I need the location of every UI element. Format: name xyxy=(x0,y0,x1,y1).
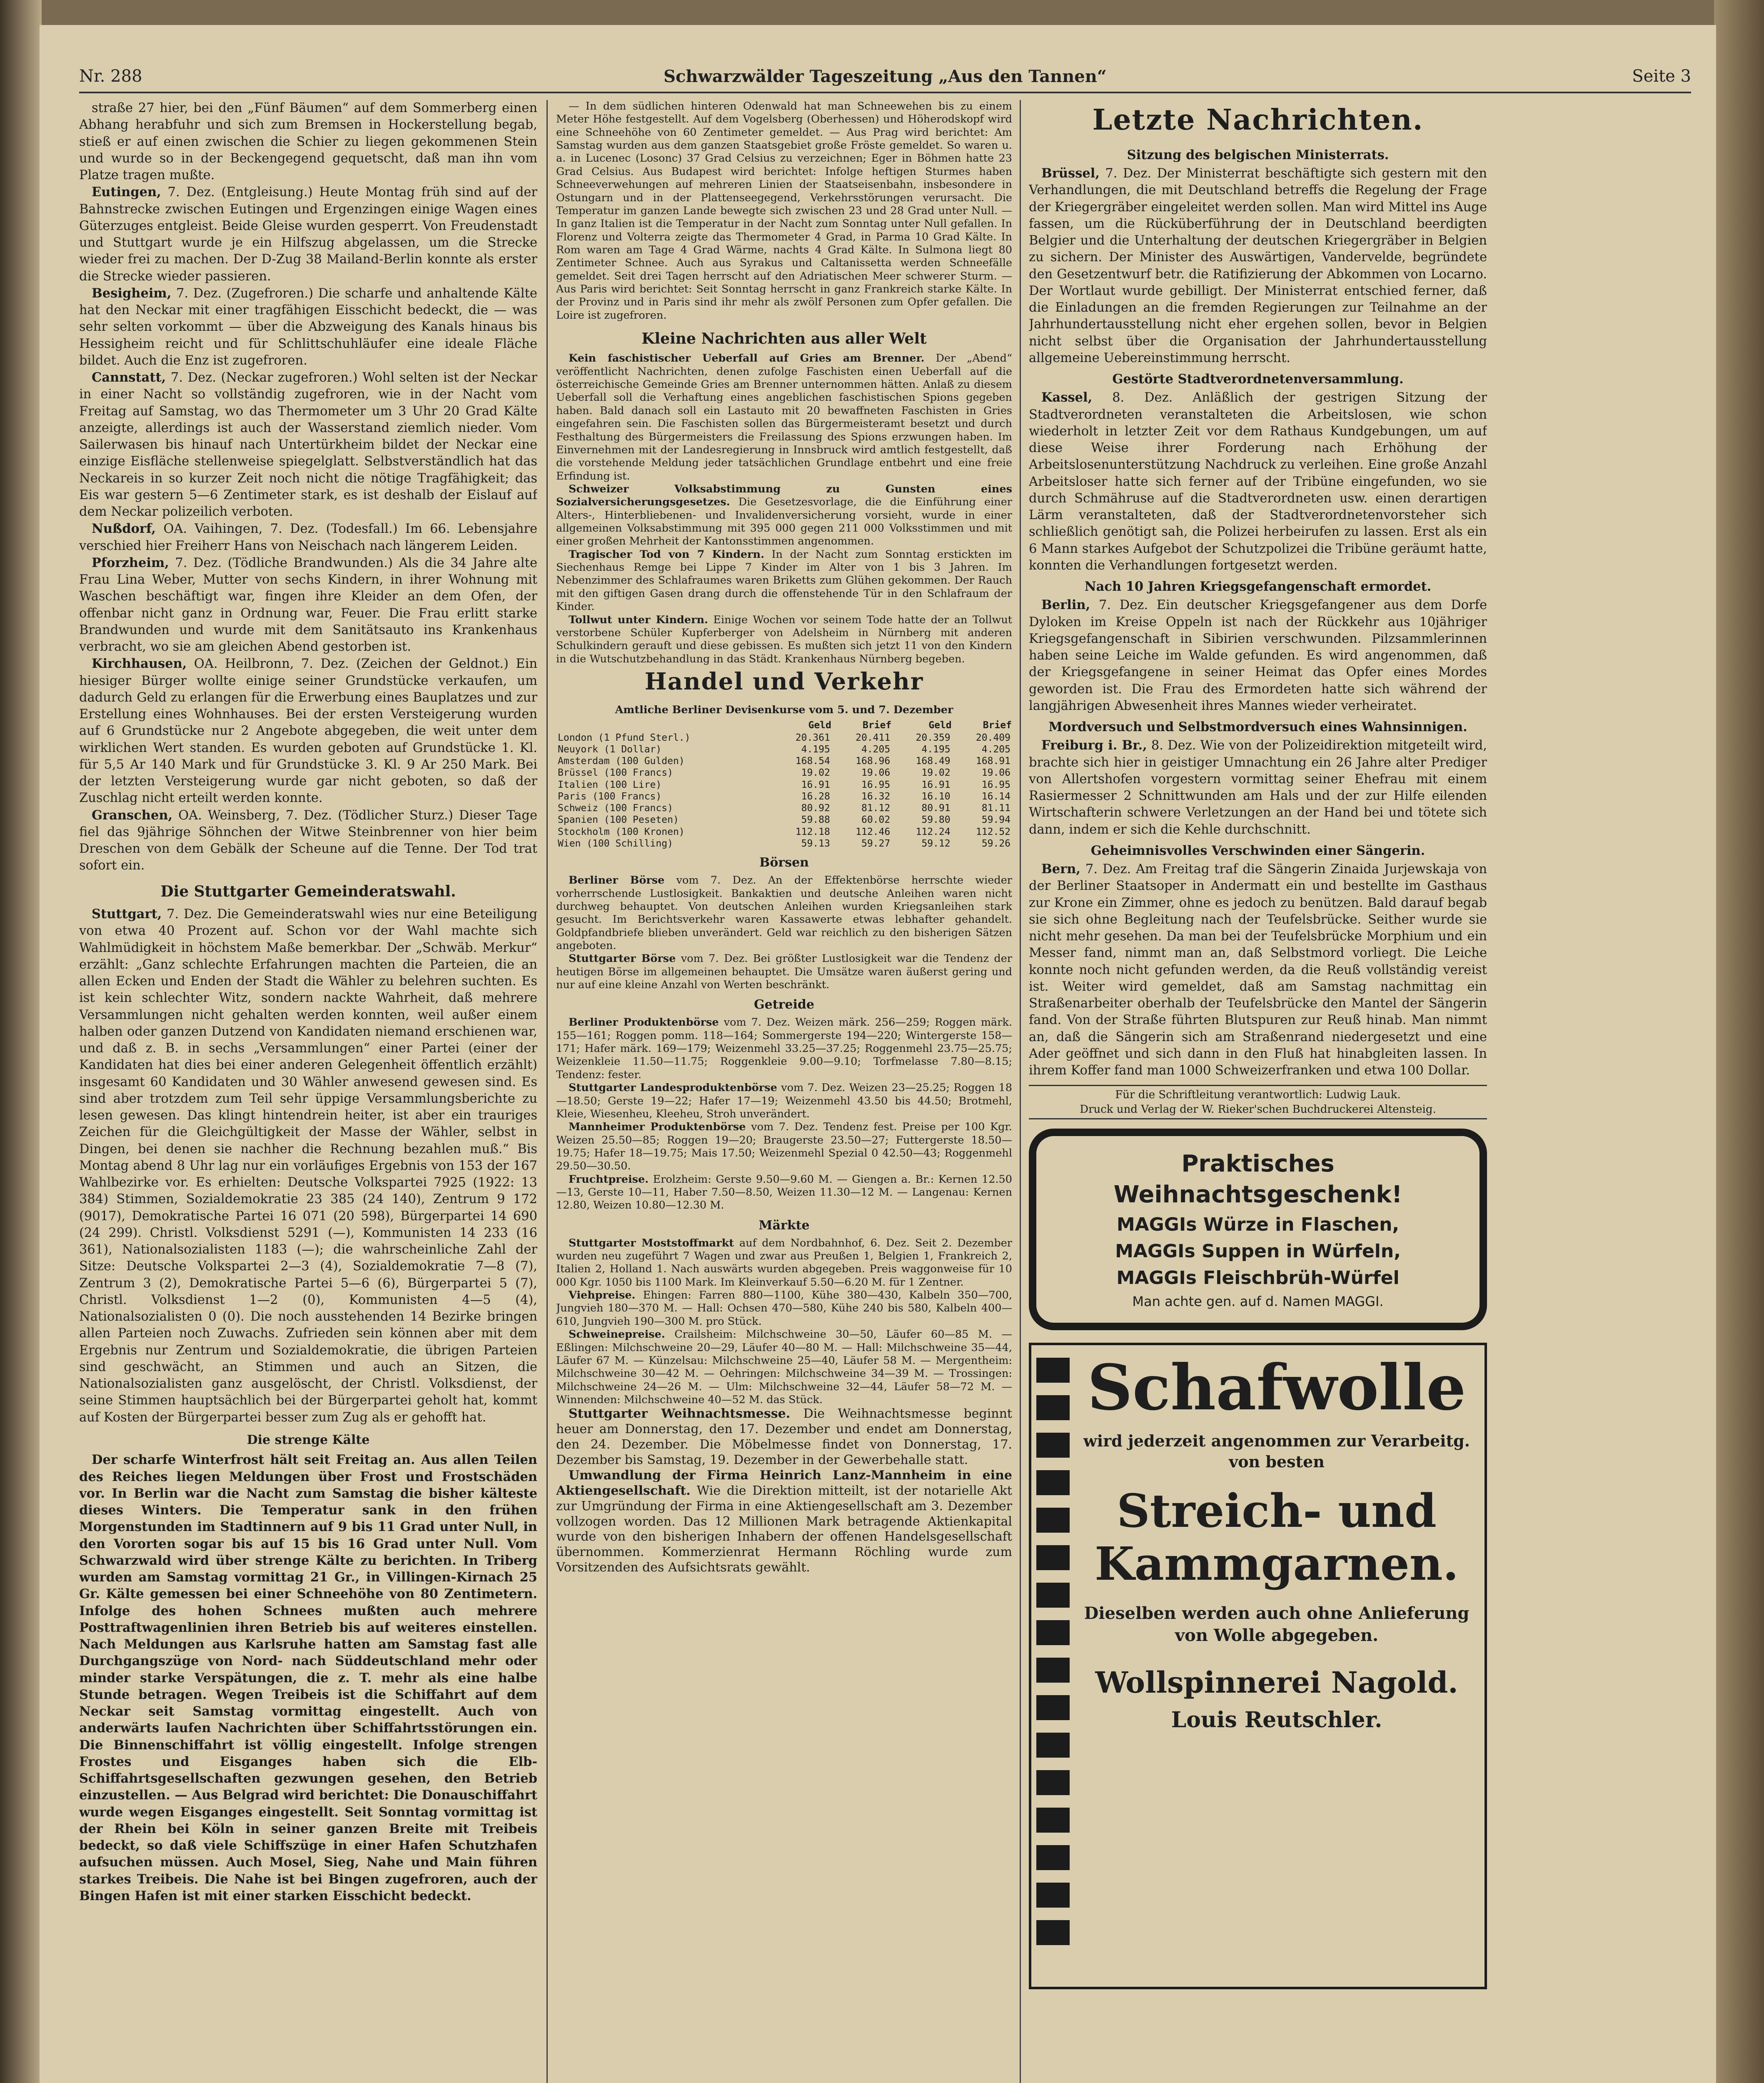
column-header: Geld xyxy=(928,720,952,731)
article-text: 8. Dez. Wie von der Polizeidirektion mitgeteilt wird, brachte sich hier in geistiger Umnachtung ein 26 Jahre alter Prediger von Allertshofen vorgestern vormittag seiner Ehefrau mit einem Rasiermesser 2 Schnittwunden am Hals und der zur Hilfe eilenden Wirtschafterin schwere Verletzungen an der Hand bei und tötete sich dann, indem er sich die Kehle durchschnitt. xyxy=(1029,738,1487,837)
headline: Berliner Börse xyxy=(569,874,665,887)
table-cell: 59.27 xyxy=(861,838,891,849)
table-cell: Italien (100 Lire) xyxy=(558,779,662,790)
column-rule xyxy=(1020,100,1021,2083)
table-cell: Stockholm (100 Kronen) xyxy=(558,826,685,837)
dateline: Brüssel, xyxy=(1041,166,1100,181)
table-cell: Wien (100 Schilling) xyxy=(558,838,673,849)
article-text: vom 7. Dez. Bei größter Lustlosigkeit war die Tendenz der heutigen Börse im allgemeinen behauptet. Die Umsätze waren äußerst gering und nur auf eine kleine Anzahl von Werten beschränkt. xyxy=(556,952,1012,992)
column-header: Geld xyxy=(808,720,831,731)
table-cell: London (1 Pfund Sterl.) xyxy=(558,732,691,743)
article xyxy=(556,874,1012,952)
article xyxy=(79,554,537,656)
ad-company: Wollspinnerei Nagold. xyxy=(1095,1665,1458,1700)
column-header: Brief xyxy=(862,720,892,731)
article-text: OA. Vaihingen, 7. Dez. (Todesfall.) Im 66. Lebensjahre verschied hier Freiherr Hans von Neischach nach längerem Leiden. xyxy=(79,522,537,553)
article xyxy=(556,1173,1012,1212)
headline: Nach 10 Jahren Kriegsgefangenschaft ermordet. xyxy=(1084,579,1432,594)
article-text: vom 7. Dez. Weizen märk. 256—259; Roggen märk. 155—161; Roggen pomm. 118—164; Sommergerste 194—220; Wintergerste 158—171; Hafer märk. 169—179; Weizenmehl 33.25—37.25; Roggenmehl 23.75—25.75; Weizenkleie 11.50—11.75; Roggenkleie 9.00—9.10; Torfmelasse 7.80—8.15; Tendenz: fester. xyxy=(556,1016,1012,1081)
article xyxy=(556,1016,1012,1081)
article-text: Einige Wochen vor seinem Tode hatte der an Tollwut verstorbene Schüler Kupferberger von Adelsheim in Nürnberg mit anderen Schulkindern gerauft und diese gebissen. Es mußten sich jetzt 11 von den Kindern in die Wutschutzbehandlung in das Städt. Krankenhaus Nürnberg begeben. xyxy=(556,613,1012,665)
headline: Viehpreise. xyxy=(569,1289,636,1302)
table-cell: 168.96 xyxy=(856,756,891,767)
headline: Umwandlung der Firma Heinrich Lanz-Mannheim in eine Aktiengesellschaft. xyxy=(556,1468,1012,1498)
article-text: — In dem südlichen hinteren Odenwald hat man Schneewehen bis zu einem Meter Höhe festgestellt. Auf dem Vogelsberg (Oberhessen) und Höherodskopf wird eine Schneehöhe von 60 Zentimeter gemeldet. — Aus Prag wird berichtet: Am Samstag wurden aus dem ganzen Staatsgebiet große Fröste gemeldet. So waren u. a. in Lucenec (Losonc) 37 Grad Celsius zu verzeichnen; Eger in Böhmen hatte 23 Grad Celsius. Aus Budapest wird berichtet: Infolge heftigen Sturmes haben Schneeverwehungen auf mehreren Linien der Staatseisenbahn, insbesondere in Ostungarn und in der Plattenseegegend, Verkehrsstörungen verursacht. Die Temperatur im ganzen Lande bewegte sich zwischen 23 und 28 Grad unter Null. — In ganz Italien ist die Temperatur in der Nacht zum Sonntag unter Null gefallen. In Florenz und Volterra zeigte das Thermometer 4 Grad, in Parma 10 Grad Kälte. In Rom waren am Tage 4 Grad Wärme, nachts 4 Grad Kälte. In Sulmona liegt 80 Zentimeter Schnee. Auch aus Syrakus und Caltanissetta werden Schneefälle gemeldet. Seit drei Tagen herrscht auf den Adriatischen Meer schwerer Sturm. — Aus Paris wird berichtet: Seit Sonntag herrscht in ganz Frankreich starke Kälte. In der Provinz und in Paris sind ihr mehr als zwölf Personen zum Opfer gefallen. Die Loire ist zugefroren. xyxy=(556,100,1012,322)
headline: Geheimnisvolles Verschwinden einer Sängerin. xyxy=(1090,843,1425,858)
table-row xyxy=(556,744,1012,755)
headline: Mannheimer Produktenbörse xyxy=(569,1121,746,1134)
article xyxy=(556,614,1012,666)
article xyxy=(556,352,1012,483)
article-text: 7. Dez. Ein deutscher Kriegsgefangener aus dem Dorfe Dyloken im Kreise Oppeln ist nach der Rückkehr aus 10jähriger Kriegsgefangenschaft in Sibirien verschwunden. Pilzsammlerinnen haben seine Leiche im Walde gefunden. Es wird angenommen, daß der Kriegsgefangene in seiner Heimat das Opfer eines Mordes geworden ist. Die Frau des Ermordeten hatte sich während der langjährigen Abwesenheit ihres Mannes wieder verheiratet. xyxy=(1029,598,1487,713)
article xyxy=(1029,737,1487,838)
table-cell: 16.28 xyxy=(801,791,830,802)
table-cell: Spanien (100 Peseten) xyxy=(558,814,679,826)
dateline: Berlin, xyxy=(1041,597,1090,613)
dateline: Pforzheim, xyxy=(92,555,169,570)
table-cell: 59.94 xyxy=(981,814,1010,826)
dateline: Stuttgart, xyxy=(92,907,162,922)
article xyxy=(556,1328,1012,1406)
article-text: vom 7. Dez. An der Effektenbörse herrschte wieder vorherrschende Lustlosigkeit. Bankaktien und deutsche Anleihen waren nicht durchweg behauptet. Von deutschen Anleihen wurden Kriegsanleihen stark gesucht. Im Berichtsverkehr waren Kassawerte etwas lebhafter gehandelt. Goldpfandbriefe blieben unverändert. Geld war reichlich zu den bisherigen Sätzen angeboten. xyxy=(556,874,1012,952)
headline: Stuttgarter Weihnachtsmesse. xyxy=(569,1406,791,1421)
exchange-rate-table xyxy=(556,719,1012,849)
column-2 xyxy=(556,100,1012,2083)
article-text: In der Nacht zum Sonntag erstickten im Siechenhaus Remge bei Lippe 7 Kinder im Alter von 1 bis 3 Jahren. Im Nebenzimmer des Schlafraumes waren Briketts zum Glühen gekommen. Der Rauch mit den giftigen Gasen drang durch die offenstehende Tür in den Schlafraum der Kinder. xyxy=(556,548,1012,613)
table-cell: 60.02 xyxy=(861,814,891,826)
headline: Stuttgarter Börse xyxy=(569,952,676,965)
table-cell: 16.14 xyxy=(981,791,1010,802)
table-cell: 112.52 xyxy=(976,826,1010,837)
ad-owner: Louis Reutschler. xyxy=(1171,1707,1382,1733)
section-heading: Märkte xyxy=(758,1218,810,1233)
book-binding xyxy=(0,0,42,2083)
article-text: auf dem Nordbahnhof, 6. Dez. Seit 2. Dezember wurden neu zugeführt 7 Wagen und zwar aus Preußen 1, Belgien 1, Frankreich 2, Italien 2, Holland 1. Nach auswärts wurden abgegeben. Preis waggonweise für 10 000 Kgr. 1050 bis 1100 Mark. Im Kleinverkauf 5.50—6.20 M. für 1 Zentner. xyxy=(556,1236,1012,1289)
table-cell: 59.12 xyxy=(921,838,951,849)
section-heading: Getreide xyxy=(754,997,814,1012)
table-cell: 168.54 xyxy=(795,756,830,767)
ad-headline: Streich- und Kammgarnen. xyxy=(1094,1484,1459,1591)
table-row xyxy=(556,767,1012,779)
page-edge xyxy=(1714,0,1764,2083)
article xyxy=(1029,389,1487,574)
dateline: Eutingen, xyxy=(92,185,161,200)
article xyxy=(1029,165,1487,367)
article-text: vom 7. Dez. Tendenz fest. Preise per 100 Kgr. Weizen 25.50—85; Roggen 19—20; Braugerste 23.50—27; Futtergerste 18.50—19.75; Hafer 18—19.75; Mais 17.50; Weizenmehl Spezial 0 42.50—43; Roggenmehl 29.50—30.50. xyxy=(556,1121,1012,1173)
table-cell: 16.95 xyxy=(981,779,1010,790)
headline: Kein faschistischer Ueberfall auf Gries am Brenner. xyxy=(569,352,925,365)
table-cell: 19.06 xyxy=(981,767,1010,779)
article-text: 7. Dez. (Entgleisung.) Heute Montag früh sind auf der Bahnstrecke zwischen Eutingen und Ergenzingen einige Wagen eines Güterzuges entgleist. Beide Gleise wurden gesperrt. Von Freudenstadt und Stuttgart wurde je ein Hilfszug abgelassen, um die Strecke wieder frei zu machen. Der D-Zug 38 Mailand-Berlin konnte als erster die Strecke wieder passieren. xyxy=(79,185,537,284)
article-text: 7. Dez. (Zugefroren.) Die scharfe und anhaltende Kälte hat den Neckar mit einer tragfähigen Eisschicht bedeckt, die — was sehr selten vorkommt — über die Abzweigung des Kanals hinaus bis Hessigheim reicht und für Schlittschuhläufer eine ideale Fläche bildet. Auch die Enz ist zugefroren. xyxy=(79,286,537,368)
table-row xyxy=(556,838,1012,849)
article-text: Crailsheim: Milchschweine 30—50, Läufer 60—85 M. — Eßlingen: Milchschweine 20—29, Läufer 40—80 M. — Hall: Milchschweine 35—44, Läufer 67 M. — Künzelsau: Milchschweine 25—40, Läufer 58 M. — Mergentheim: Milchschweine 30—42 M. — Oehringen: Milchschweine 34—39 M. — Trossingen: Milchschweine 24—26 M. — Ulm: Milchschweine 32—44, Läufer 58—72 M. — Winnenden: Milchschweine 40—52 M. das Stück. xyxy=(556,1328,1012,1406)
dateline: Bern, xyxy=(1041,862,1081,877)
table-cell: 19.02 xyxy=(921,767,951,779)
article-text: Der „Abend“ veröffentlicht Nachrichten, denen zufolge Faschisten einen Ueberfall auf die österreichische Gemeinde Gries am Brenner unternommen hätten. Anlaß zu diesem Ueberfall soll die Verhaftung eines angeblichen faschistischen Spions gegeben haben. Bald danach soll ein Lastauto mit 20 bewaffneten Faschisten in Gries eingefahren sein. Die Faschisten sollen das Bürgermeisteramt besetzt und durch Festhaltung des Bürgermeisters die Freilassung des Spions erzwungen haben. Im Einvernehmen mit der Landesregierung in Innsbruck wird amtlich festgestellt, daß die vorstehende Meldung jeder tatsächlichen Grundlage entbehrt und eine freie Erfindung ist. xyxy=(556,352,1012,482)
table-cell: 81.11 xyxy=(981,803,1010,814)
section-heading: Die strenge Kälte xyxy=(247,1432,370,1447)
article-text: Erolzheim: Gerste 9.50—9.60 M. — Giengen a. Br.: Kernen 12.50—13, Gerste 10—11, Haber 7.50—8.50, Weizen 11.30—12 M. — Langenau: Kernen 12.80, Weizen 10.80—12.30 M. xyxy=(556,1173,1012,1212)
article xyxy=(556,483,1012,548)
headline: Stuttgarter Moststoffmarkt xyxy=(569,1236,734,1249)
dateline: Granschen, xyxy=(92,807,173,823)
table-cell: 20.411 xyxy=(856,732,891,743)
dateline: Kassel, xyxy=(1041,390,1093,405)
section-heading: Kleine Nachrichten aus aller Welt xyxy=(641,330,927,348)
article xyxy=(79,520,537,554)
table-row xyxy=(556,779,1012,791)
wool-advertisement xyxy=(1029,1343,1487,1989)
headline: Stuttgarter Landesproduktenbörse xyxy=(569,1081,777,1094)
table-row xyxy=(556,791,1012,802)
article-text: OA. Heilbronn, 7. Dez. (Zeichen der Geldnot.) Ein hiesiger Bürger wollte einige seiner Grundstücke verkaufen, um dadurch Geld zu erlangen für die Erwerbung eines Bauplatzes und zur Erstellung eines Wohnhauses. Bei der ersten Versteigerung wurden auf 6 Grundstücke nur 2 Angebote abgegeben, die weit unter dem wirklichen Wert standen. Es wurden geboten auf Grundstücke 1. Kl. für 5,5 Ar 140 Mark und für Grundstücke 3. Kl. 9 Ar 250 Mark. Bei der letzten Versteigerung wurde gar nicht geboten, so daß der Zuschlag nicht erteilt werden konnte. xyxy=(79,657,537,806)
article xyxy=(556,1081,1012,1121)
table-cell: Paris (100 Francs) xyxy=(558,791,662,802)
imprint-publisher: Druck und Verlag der W. Rieker'schen Buchdruckerei Altensteig. xyxy=(1080,1103,1436,1116)
article xyxy=(556,548,1012,614)
table-cell: 59.80 xyxy=(921,814,951,826)
table-cell: Schweiz (100 Francs) xyxy=(558,803,673,814)
headline: Schweizer Volksabstimmung zu Gunsten eines Sozialversicherungsgesetzes. xyxy=(556,482,1012,509)
table-cell: 16.91 xyxy=(921,779,951,790)
maggi-advertisement xyxy=(1029,1129,1487,1330)
table-row xyxy=(556,802,1012,814)
ad-title: Schafwolle xyxy=(1087,1351,1466,1425)
headline: Tragischer Tod von 7 Kindern. xyxy=(569,548,764,561)
page-number: Seite 3 xyxy=(1632,67,1691,86)
article-text: Der scharfe Winterfrost hält seit Freitag an. Aus allen Teilen des Reiches liegen Meldungen über Frost und Frostschäden vor. In Berlin war die Nacht zum Samstag die bisher kälteste dieses Winters. Die Temperatur sank in den frühen Morgenstunden im Stadtinnern auf 9 bis 11 Grad unter Null, in den Vororten sogar bis auf 15 bis 16 Grad unter Null. Vom Schwarzwald wird über strenge Kälte zu berichten. In Triberg wurden am Samstag vormittag 21 Gr., in Villingen-Kirnach 25 Gr. Kälte gemessen bei einer Schneehöhe von 80 Zentimetern. Infolge des hohen Schnees mußten auch mehrere Posttraftwagenlinien ihren Betrieb bis auf weiteres einstellen. Nach Meldungen aus Karlsruhe hatten am Samstag fast alle Durchgangszüge von Nord- nach Süddeutschland mehr oder minder starke Verspätungen, die z. T. mehr als eine halbe Stunde betragen. Wegen Treibeis ist die Schiffahrt auf dem Neckar seit Samstag vormittag eingestellt. Auch von anderwärts laufen Nachrichten über Schiffahrtsstörungen ein. Die Binnenschiffahrt ist völlig eingestellt. Infolge strengen Frostes und Eisganges haben sich die Elb-Schiffahrtsgesellschaften gezwungen gesehen, den Betrieb einzustellen. — Aus Belgrad wird berichtet: Die Donauschiffahrt wurde wegen Eisganges eingestellt. Seit Sonntag vormittag ist der Rhein bei Köln in seiner ganzen Breite mit Treibeis bedeckt, so daß viele Schiffszüge in einer Hafen Schutzhafen aufsuchen müssen. Auch Mosel, Sieg, Nahe und Main führen starkes Treibeis. Die Nahe ist bei Bingen zugefroren, auch der Bingen Hafen ist mit einer starken Eisschicht bedeckt. xyxy=(79,1452,537,1903)
page-header xyxy=(79,62,1691,93)
table-cell: 112.24 xyxy=(916,826,951,837)
table-row xyxy=(556,814,1012,826)
dateline: Besigheim, xyxy=(92,285,172,301)
article xyxy=(556,1289,1012,1328)
table-cell: 112.46 xyxy=(856,826,891,837)
table-cell: 4.205 xyxy=(981,744,1010,755)
article xyxy=(79,807,537,874)
table-cell: 19.06 xyxy=(861,767,891,779)
table-row xyxy=(556,755,1012,767)
table-cell: 81.12 xyxy=(861,803,891,814)
column-3 xyxy=(1029,100,1487,2083)
dateline: Kirchhausen, xyxy=(92,656,187,672)
imprint xyxy=(1029,1085,1487,1119)
dateline: Cannstatt, xyxy=(92,370,166,385)
dateline: Nußdorf, xyxy=(92,521,156,537)
article-text: 7. Dez. (Neckar zugefroren.) Wohl selten ist der Neckar in einer Nacht so vollständig zugefroren, wie in der Nacht vom Freitag auf Samstag, wo das Thermometer um 3 Uhr 20 Grad Kälte anzeigte, allerdings ist auch der Wasserstand ziemlich nieder. Vom Sailerwasen bis hinauf nach Untertürkheim bildet der Neckar eine einzige Eisfläche stellenweise spiegelglatt. Selbstverständlich hat das Neckareis in so kurzer Zeit noch nicht die nötige Tragfähigkeit; das Eis war gestern 5—6 Zentimeter stark, es ist deshalb der Eislauf auf dem Neckar polizeilich verboten. xyxy=(79,370,537,519)
table-cell: 59.13 xyxy=(801,838,830,849)
article xyxy=(556,1237,1012,1289)
column-1 xyxy=(79,100,537,2083)
table-cell: 4.195 xyxy=(801,744,830,755)
table-row xyxy=(556,732,1012,744)
headline: Tollwut unter Kindern. xyxy=(569,613,708,626)
section-heading: Die Stuttgarter Gemeinderatswahl. xyxy=(160,882,456,900)
article-text: Ehingen: Farren 880—1100, Kühe 380—430, Kalbeln 350—700, Jungvieh 180—370 M. — Hall: Ochsen 470—580, Kühe 240 bis 580, Kalbeln 400—610, Jungvieh 190—300 M. pro Stück. xyxy=(556,1289,1012,1328)
ad-note: Man achte gen. auf d. Namen MAGGI. xyxy=(1132,1293,1384,1309)
table-header-row xyxy=(556,719,1012,732)
table-cell: 20.361 xyxy=(795,732,830,743)
table-cell: 4.195 xyxy=(921,744,951,755)
table-cell: Neuyork (1 Dollar) xyxy=(558,744,662,755)
dateline: Freiburg i. Br., xyxy=(1041,738,1147,753)
ad-line: MAGGIs Fleischbrüh-Würfel xyxy=(1116,1267,1400,1289)
ad-line: MAGGIs Suppen in Würfeln, xyxy=(1115,1240,1401,1262)
section-title: Letzte Nachrichten. xyxy=(1092,103,1424,137)
article-text: 8. Dez. Anläßlich der gestrigen Sitzung der Stadtverordneten veranstalteten die Arbeitslosen, wie schon wiederholt in letzter Zeit vor dem Rathaus Kundgebungen, um auf diese Weise ihrer Forderung nach Erhöhung der Arbeitslosenunterstützung Nachdruck zu verleihen. Eine große Anzahl Arbeitsloser hatte sich ferner auf der Tribüne eingefunden, wo sie durch Schmähruse auf die Stadtverordneten usw. einen derartigen Lärm veranstalteten, daß der Stadtverordnetenvorsteher sich schließlich genötigt sah, die Polizei herbeirufen zu lassen. Erst als ein 6 Mann starkes Aufgebot der Schutzpolizei die Tribüne geräumt hatte, konnten die Verhandlungen fortgesetzt werden. xyxy=(1029,390,1487,573)
article-text: 7. Dez. (Tödliche Brandwunden.) Als die 34 Jahre alte Frau Lina Weber, Mutter von sechs Kindern, in ihrer Wohnung mit Waschen beschäftigt war, fingen ihre Kleider an dem Ofen, der offenbar nicht ganz in Ordnung war, Feuer. Die Frau erlitt starke Brandwunden und wurde mit dem Sanitätsauto ins Krankenhaus verbracht, wo sie am gleichen Abend gestorben ist. xyxy=(79,555,537,654)
table-cell: 16.91 xyxy=(801,779,830,790)
table-cell: 168.91 xyxy=(976,756,1010,767)
headline: Berliner Produktenbörse xyxy=(569,1016,719,1029)
ad-line: Dieselben werden auch ohne Anlieferung von Wolle abgegeben. xyxy=(1084,1603,1470,1646)
table-cell: Amsterdam (100 Gulden) xyxy=(558,756,685,767)
headline: Fruchtpreise. xyxy=(569,1173,649,1186)
article xyxy=(79,369,537,520)
table-cell: 59.88 xyxy=(801,814,830,826)
table-caption: Amtliche Berliner Devisenkurse vom 5. und 7. Dezember xyxy=(615,703,953,716)
table-cell: 80.91 xyxy=(921,803,951,814)
article xyxy=(79,906,537,1426)
table-cell: 80.92 xyxy=(801,803,830,814)
table-cell: 16.32 xyxy=(861,791,891,802)
ad-line: wird jederzeit angenommen zur Verarbeitg. von besten xyxy=(1083,1431,1470,1471)
ad-title: Praktisches Weihnachtsgeschenk! xyxy=(1113,1150,1402,1208)
table-cell: 20.359 xyxy=(916,732,951,743)
article-text: 7. Dez. Die Gemeinderatswahl wies nur eine Beteiligung von etwa 40 Prozent auf. Schon vor der Wahl machte sich Wahlmüdigkeit in höchstem Maße bemerkbar. Der „Schwäb. Merkur“ erzählt: „Ganz schlechte Erfahrungen machten die Parteien, die an allen Ecken und Enden der Stadt die Wähler zu belehren suchten. Es ist kein schlechter Witz, sondern nackte Wahrheit, daß mehrere Versammlungen nicht gehalten werden konnten, weil außer einem halben oder ganzen Dutzend von Kandidaten niemand erschienen war, und daß z. B. in sechs „Versammlungen“ einer Partei (einer der Kandidaten hat dies bei einer anderen Gelegenheit öffentlich erzählt) insgesamt 60 Kandidaten und 30 Wähler anwesend gewesen sind. Es sind aber trotzdem zum Teil sehr üppige Versammlungsberichte zu lesen gewesen. Das klingt hintendrein heiter, ist aber ein trauriges Zeichen für die Gleichgültigkeit der Masse der Wähler, selbst in Dingen, bei denen sie nachher die Rechnung bezahlen muß.“ Bis Montag abend 8 Uhr lag nur ein vorläufiges Ergebnis von 153 der 167 Wahlbezirke vor. Es erhielten: Deutsche Volkspartei 7925 (1922: 13 384) Stimmen, Sozialdemokratie 23 385 (24 140), Zentrum 9 172 (9017), Demokratische Partei 16 071 (20 598), Bürgerpartei 14 690 (24 299). Christl. Volksdienst 5291 (—), Kommunisten 14 233 (16 361), Nationalsozialisten 1183 (—); die wahrscheinliche Zahl der Sitze: Deutsche Volkspartei 2—3 (4), Sozialdemokratie 7—8 (7), Zentrum 3 (2), Demokratische Partei 5—6 (6), Bürgerpartei 5 (7), Christl. Volksdienst 1—2 (0), Kommunisten 4—5 (4), Nationalsozialisten 0 (0). Die noch ausstehenden 14 Bezirke bringen allen Parteien noch Zuwachs. Zufrieden sein können aber mit dem Ergebnis nur Zentrum und Sozialdemokratie, die übrigen Parteien sind geschwächt, an Stimmen und auch an Sitzen, die Nationalsozialisten ganz ausgelöscht, der Christl. Volksdienst, der seine Stimmen hauptsächlich bei der Bürgerpartei geholt hat, kommt auf Kosten der Bürgerpartei besser zum Zug als er gehofft hat. xyxy=(79,907,537,1425)
table-cell: 20.409 xyxy=(976,732,1010,743)
headline: Gestörte Stadtverordnetenversammlung. xyxy=(1112,372,1404,387)
ad-line: MAGGIs Würze in Flaschen, xyxy=(1116,1214,1400,1235)
article xyxy=(556,1468,1012,1576)
section-heading: Börsen xyxy=(759,855,809,870)
table-cell: Brüssel (100 Francs) xyxy=(558,767,673,779)
issue-number: Nr. 288 xyxy=(79,67,142,86)
article-text: Die Weihnachtsmesse beginnt heuer am Donnerstag, den 17. Dezember und endet am Donnerstag, den 24. Dezember. Die Möbelmesse findet von Donnerstag, 17. Dezember bis Samstag, 19. Dezember in der Gewerbehalle statt. xyxy=(556,1406,1012,1467)
article xyxy=(556,1121,1012,1173)
table-cell: 4.205 xyxy=(861,744,891,755)
table-cell: 168.49 xyxy=(916,756,951,767)
article xyxy=(79,285,537,369)
article-text: 7. Dez. Der Ministerrat beschäftigte sich gestern mit den Verhandlungen, die mit Deutschland betreffs die Regelung der Frage der Kriegergräber eingeleitet werden sollen. Man wird Mittel ins Auge fassen, um die Rücküberführung der in Deutschland beerdigten Belgier und die Unterhaltung der deutschen Kriegergräber in Belgien zu sichern. Der Minister des Auswärtigen, Vandervelde, begründete den Gesetzentwurf betr. die Ratifizierung der Abkommen von Locarno. Der Wortlaut wurde gebilligt. Der Ministerrat entschied ferner, daß die Einladungen an die fremden Regierungen zur Teilnahme an der Jahrhundertausstellung nicht eher ergehen sollen, bevor in Belgien nicht selbst über die Organisation der Jahrhundertausstellung allgemeine Uebereinstimmung herrscht. xyxy=(1029,166,1487,365)
table-cell: 59.26 xyxy=(981,838,1010,849)
column-header xyxy=(556,719,771,732)
article xyxy=(556,952,1012,992)
table-row xyxy=(556,826,1012,838)
section-heading: Handel und Verkehr xyxy=(644,668,924,695)
article-text: OA. Weinsberg, 7. Dez. (Tödlicher Sturz.) Dieser Tage fiel das 9jährige Söhnchen der Witwe Steinbrenner von hier beim Dreschen von dem Gebälk der Scheune auf die Tenne. Der Tod trat sofort ein. xyxy=(79,808,537,873)
headline: Schweinepreise. xyxy=(569,1328,665,1341)
headline: Sitzung des belgischen Ministerrats. xyxy=(1127,147,1389,162)
table-body xyxy=(556,732,1012,850)
table-cell: 16.10 xyxy=(921,791,951,802)
article-text: vom 7. Dez. Weizen 23—25.25; Roggen 18—18.50; Gerste 19—22; Hafer 17—19; Weizenmehl 43.50 bis 44.50; Brotmehl, Kleie, Wiesenheu, Kleeheu, Stroh unverändert. xyxy=(556,1081,1012,1120)
article xyxy=(1029,597,1487,714)
article-text: straße 27 hier, bei den „Fünf Bäumen“ auf dem Sommerberg einen Abhang herabfuhr und sich zum Bremsen in Hockerstellung begab, stieß er auf einen zwischen die Schier zu liegen gekommenen Stein und wurde so in der Beckengegend gequetscht, daß man ihn vom Platze tragen mußte. xyxy=(79,101,537,182)
article-text: Wie die Direktion mitteilt, ist der notarielle Akt zur Umgründung der Firma in eine Aktiengesellschaft am 3. Dezember vollzogen worden. Das 12 Millionen Mark betragende Aktienkapital wurde von den bisherigen Inhabern der offenen Handelsgesellschaft übernommen. Kommerzienrat Hermann Röchling wurde zum Vorsitzenden des Aufsichtsrats gewählt. xyxy=(556,1483,1012,1575)
article xyxy=(79,655,537,807)
imprint-editor: Für die Schriftleitung verantwortlich: Ludwig Lauk. xyxy=(1115,1089,1401,1101)
table-cell: 16.95 xyxy=(861,779,891,790)
column-rule xyxy=(546,100,548,2083)
article xyxy=(1029,861,1487,1079)
article-text: Die Gesetzesvorlage, die die Einführung einer Alters-, Hinterbliebenen- und Invalidenversicherung vorsieht, wurde in einer allgemeinen Volksabstimmung mit 395 000 gegen 211 000 Volksstimmen und mit einer großen Mehrheit der Kantonsstimmen angenommen. xyxy=(556,496,1012,548)
newspaper-title: Schwarzwälder Tageszeitung „Aus den Tannen“ xyxy=(664,67,1107,86)
column-header: Brief xyxy=(983,720,1012,731)
headline: Mordversuch und Selbstmordversuch eines Wahnsinnigen. xyxy=(1048,719,1467,734)
article xyxy=(79,184,537,285)
ornament-border-icon xyxy=(1036,1358,1070,1958)
table-cell: 112.18 xyxy=(795,826,830,837)
article xyxy=(556,1406,1012,1468)
article-text: 7. Dez. Am Freitag traf die Sängerin Zinaida Jurjewskaja von der Berliner Staatsoper in Andermatt ein und bestellte im Gasthaus zur Krone ein Zimmer, ohne es jedoch zu benützen. Bald darauf begab sie sich ohne Begleitung nach der Teufelsbrücke. Seither wurde sie nicht mehr gesehen. Da man bei der Teufelsbrücke Morphium und ein Messer fand, nimmt man an, daß Selbstmord vorliegt. Die Leiche konnte noch nicht gefunden werden, da die Reuß vollständig vereist ist. Weiter wird gemeldet, daß am Samstag nachmittag ein Straßenarbeiter oberhalb der Teufelsbrücke den Mantel der Sängerin fand. Von der Straße führten Blutspuren zur Reuß hinab. Man nimmt an, daß die Sängerin sich am Straßenrand niedergesetzt und eine Ader geöffnet und sich dann in den Fluß hat hinabgleiten lassen. In ihrem Koffer fand man 1000 Schweizerfranken und etwa 100 Dollar. xyxy=(1029,862,1487,1078)
table-cell: 19.02 xyxy=(801,767,830,779)
